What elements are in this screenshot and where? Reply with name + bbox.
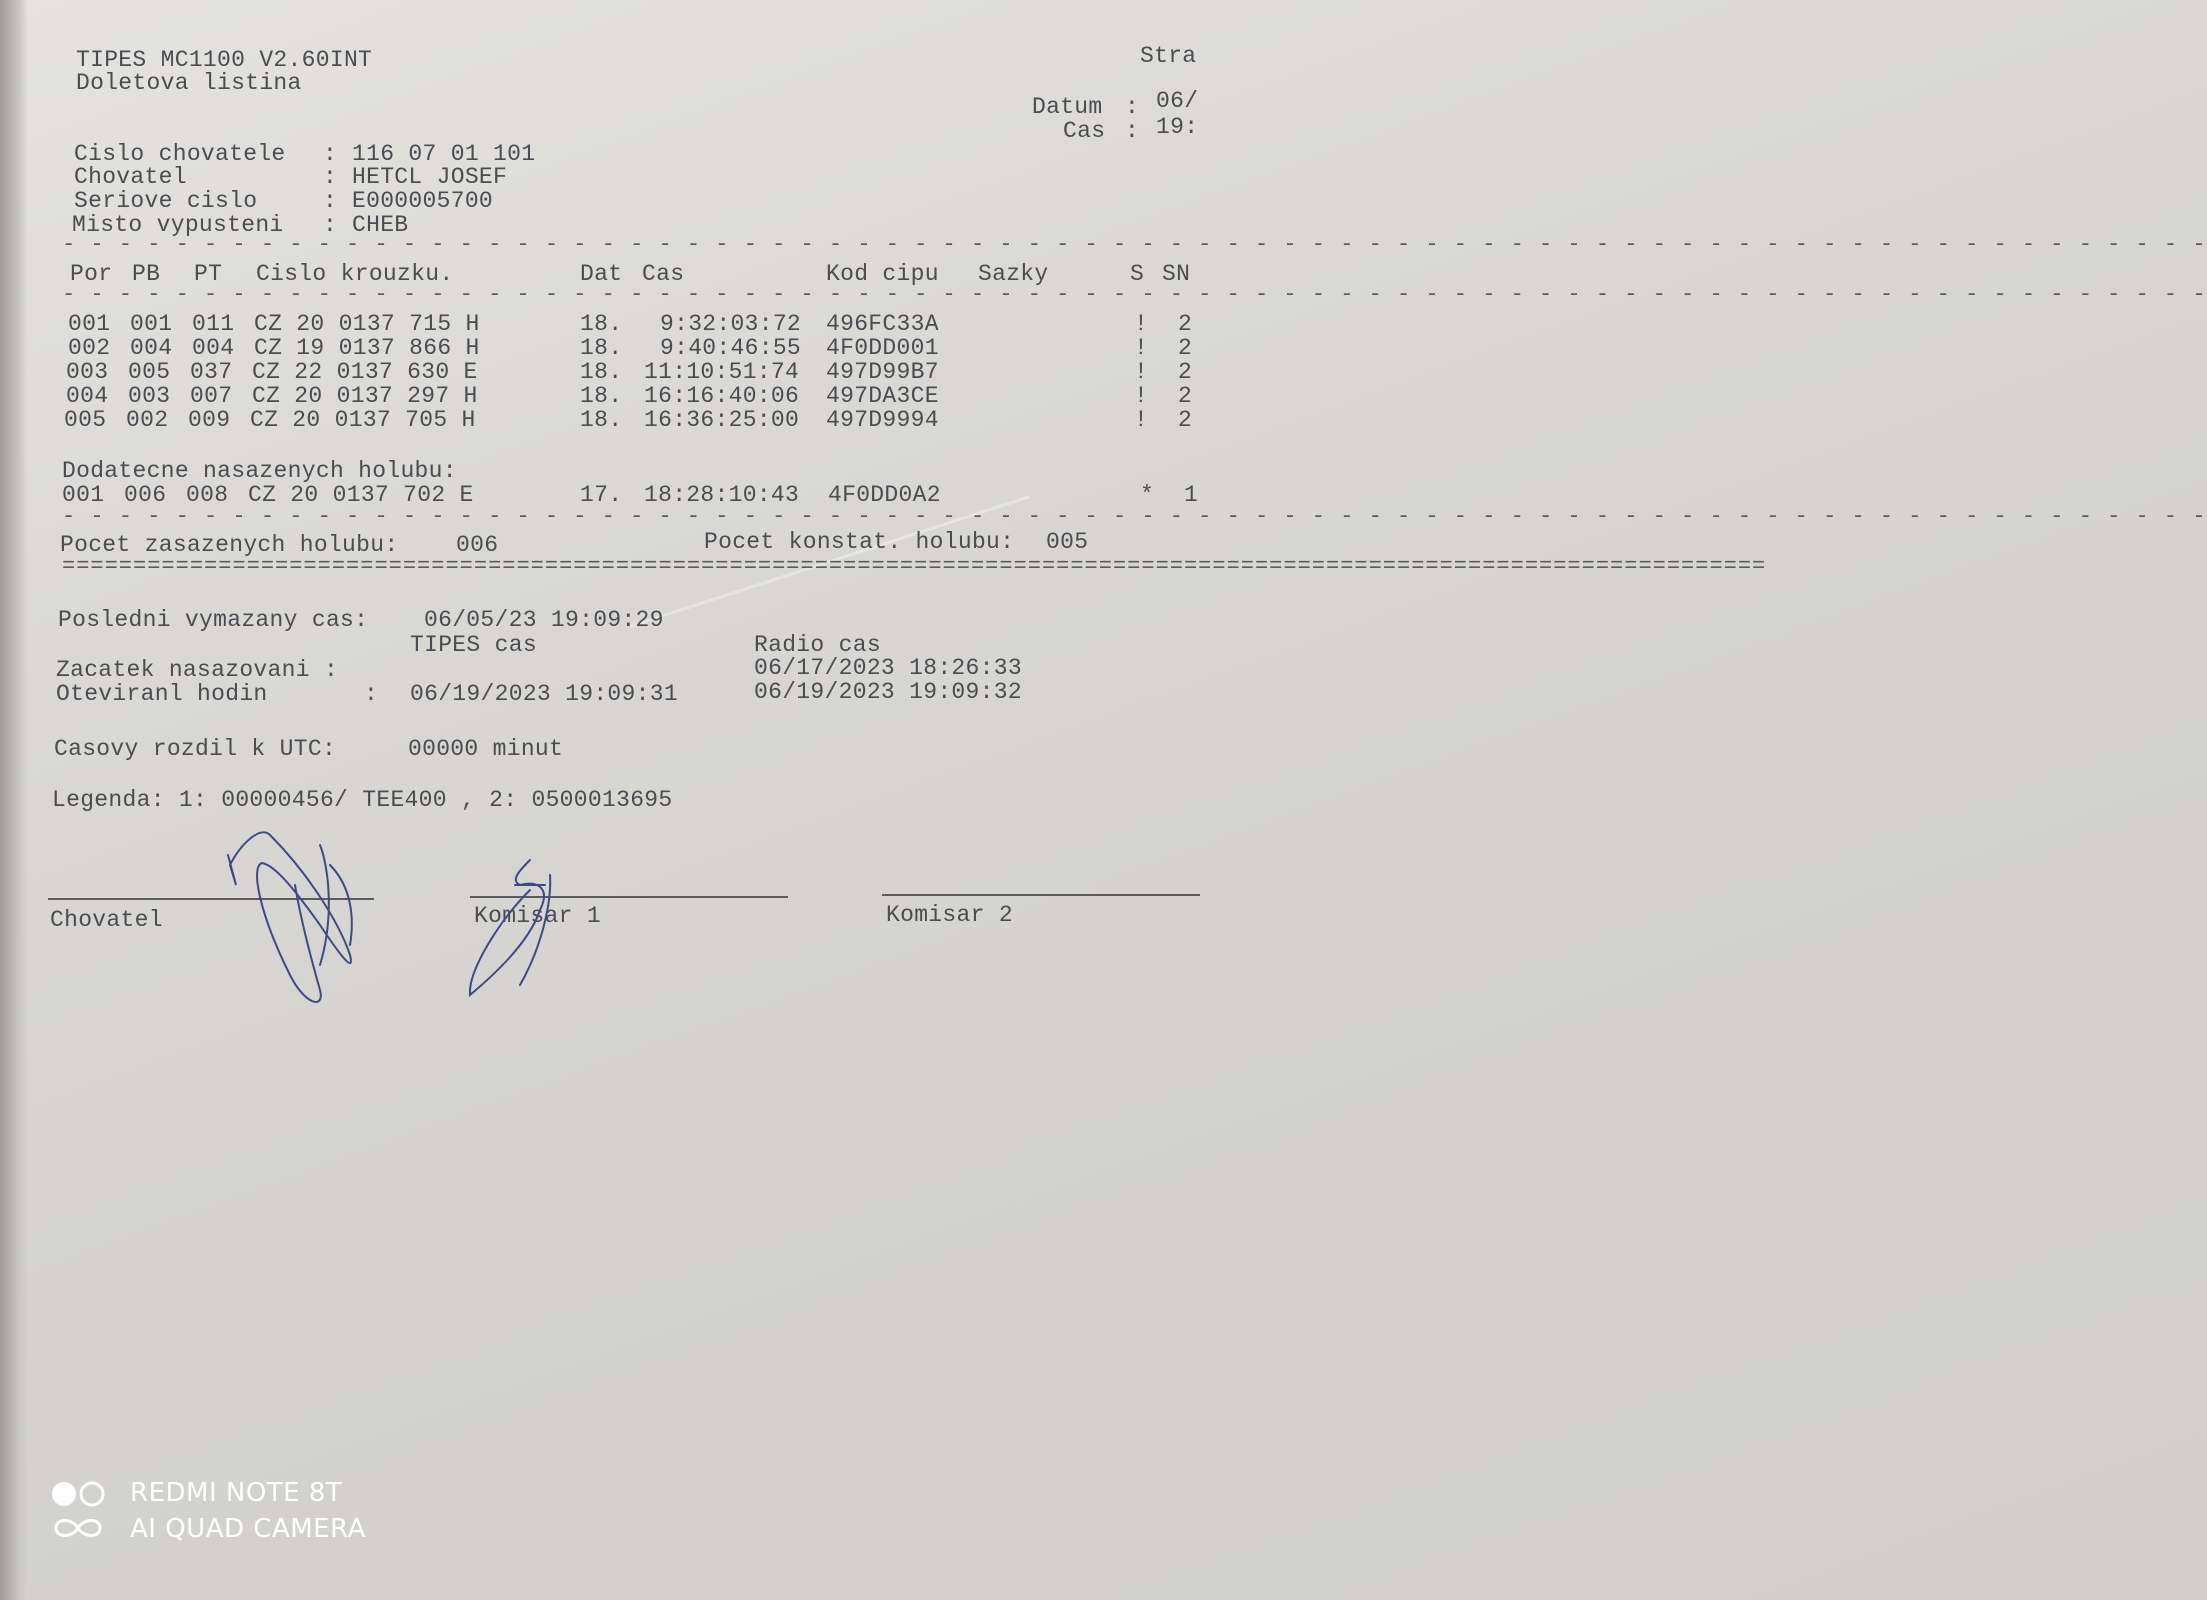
colon: : xyxy=(323,141,338,167)
paper-edge-shadow xyxy=(0,0,28,1600)
cell-dat: 18. xyxy=(580,335,623,361)
cell-cas: 11:10:51:74 xyxy=(644,359,800,385)
cell-cas: 18:28:10:43 xyxy=(644,482,800,508)
cell-s: ! xyxy=(1134,407,1149,433)
cell-por: 004 xyxy=(66,383,109,409)
cell-dat: 18. xyxy=(580,383,623,409)
seriove-cislo-label: Seriove cislo xyxy=(74,188,258,214)
oteviran-tipes: 06/19/2023 19:09:31 xyxy=(410,681,678,707)
cell-s: ! xyxy=(1134,383,1149,409)
zacatek-label: Zacatek nasazovani : xyxy=(56,657,339,683)
cas-value: 19: xyxy=(1156,114,1199,140)
oteviran-radio: 06/19/2023 19:09:32 xyxy=(754,679,1022,705)
cell-por: 001 xyxy=(62,482,105,508)
watermark-camera: AI QUAD CAMERA xyxy=(130,1514,366,1544)
datum-label: Datum xyxy=(1032,94,1103,120)
cell-pt: 007 xyxy=(190,383,233,409)
chovatel-signature xyxy=(200,805,380,1015)
cell-sn: 2 xyxy=(1178,311,1193,337)
radio-cas-header: Radio cas xyxy=(754,632,881,658)
cell-dat: 17. xyxy=(580,482,623,508)
chovatel-signature-label: Chovatel xyxy=(50,907,163,933)
cell-chip: 4F0DD0A2 xyxy=(828,482,941,508)
cell-ring: CZ 22 0137 630 E xyxy=(252,359,478,385)
additional-label: Dodatecne nasazenych holubu: xyxy=(62,458,457,484)
misto-vypusteni-label: Misto vypusteni xyxy=(72,212,284,238)
cell-dat: 18. xyxy=(580,311,623,337)
datum-value: 06/ xyxy=(1156,88,1199,114)
col-por: Por xyxy=(70,261,113,287)
double-separator: ======================================================================================================================== xyxy=(62,554,1767,579)
cell-pb: 003 xyxy=(128,383,171,409)
cell-dat: 18. xyxy=(580,359,623,385)
pocet-konstat-value: 005 xyxy=(1046,529,1089,555)
cell-cas: 16:16:40:06 xyxy=(644,383,800,409)
cell-pb: 004 xyxy=(130,335,173,361)
cell-cas: 16:36:25:00 xyxy=(644,407,800,433)
cell-sn: 2 xyxy=(1178,407,1193,433)
col-cas: Cas xyxy=(642,261,685,287)
cas-colon: : xyxy=(1125,118,1140,144)
cell-chip: 497D9994 xyxy=(826,407,939,433)
cell-ring: CZ 20 0137 705 H xyxy=(250,407,476,433)
cislo-chovatele-label: Cislo chovatele xyxy=(74,141,286,167)
cell-pt: 011 xyxy=(192,311,235,337)
col-pt: PT xyxy=(194,261,223,287)
cell-pt: 037 xyxy=(190,359,233,385)
chovatel-label: Chovatel xyxy=(74,164,187,190)
cell-dat: 18. xyxy=(580,407,623,433)
legenda: Legenda: 1: 00000456/ TEE400 , 2: 0500013695 xyxy=(52,787,673,813)
misto-vypusteni-value: CHEB xyxy=(352,212,409,238)
posledni-value: 06/05/23 19:09:29 xyxy=(424,607,664,633)
cell-chip: 4F0DD001 xyxy=(826,335,939,361)
col-sazky: Sazky xyxy=(978,261,1049,287)
cell-pb: 002 xyxy=(126,407,169,433)
cell-chip: 497DA3CE xyxy=(826,383,939,409)
cell-cas: 9:40:46:55 xyxy=(660,335,802,361)
komisar2-signature-label: Komisar 2 xyxy=(886,902,1013,928)
cell-ring: CZ 19 0137 866 H xyxy=(254,335,480,361)
colon: : xyxy=(323,188,338,214)
cell-chip: 497D99B7 xyxy=(826,359,939,385)
program-name: TIPES MC1100 V2.60INT xyxy=(76,47,373,73)
cell-por: 003 xyxy=(66,359,109,385)
cell-ring: CZ 20 0137 715 H xyxy=(254,311,480,337)
colon: : xyxy=(323,212,338,238)
cell-chip: 496FC33A xyxy=(826,311,939,337)
posledni-label: Posledni vymazany cas: xyxy=(58,607,369,633)
cell-s: ! xyxy=(1134,311,1149,337)
cell-sn: 2 xyxy=(1178,359,1193,385)
cell-pb: 006 xyxy=(124,482,167,508)
cell-pb: 001 xyxy=(130,311,173,337)
datum-colon: : xyxy=(1125,94,1140,120)
cell-sn: 2 xyxy=(1178,383,1193,409)
cislo-chovatele-value: 116 07 01 101 xyxy=(352,141,536,167)
cell-s: * xyxy=(1140,482,1155,508)
camera-logo-icon xyxy=(50,1480,108,1544)
dashed-separator: - - - - - - - - - - - - - - - - - - - - - - - - - - - - - - - - - - - - - - - - - - - - - - - - - - - - - - - - - - - - - - - - - - - - - - - - - - - - xyxy=(62,282,2207,307)
utc-value: 00000 minut xyxy=(408,736,564,762)
col-kod-cipu: Kod cipu xyxy=(826,261,939,287)
zacatek-radio: 06/17/2023 18:26:33 xyxy=(754,655,1022,681)
cell-s: ! xyxy=(1134,359,1149,385)
col-pb: PB xyxy=(132,261,161,287)
cell-pb: 005 xyxy=(128,359,171,385)
col-dat: Dat xyxy=(580,261,623,287)
col-sn: SN xyxy=(1162,261,1191,287)
cas-label: Cas xyxy=(1063,118,1106,144)
oteviran-colon: : xyxy=(364,681,379,707)
colon: : xyxy=(323,164,338,190)
komisar1-signature xyxy=(460,850,580,1000)
chovatel-value: HETCL JOSEF xyxy=(352,164,508,190)
cell-pt: 009 xyxy=(188,407,231,433)
pocet-zasazenych-label: Pocet zasazenych holubu: xyxy=(60,532,399,558)
cell-cas: 9:32:03:72 xyxy=(660,311,802,337)
cell-por: 005 xyxy=(64,407,107,433)
seriove-cislo-value: E000005700 xyxy=(352,188,494,214)
dashed-separator: - - - - - - - - - - - - - - - - - - - - - - - - - - - - - - - - - - - - - - - - - - - - - - - - - - - - - - - - - - - - - - - - - - - - - - - - - - - - xyxy=(62,504,2207,529)
cell-pt: 004 xyxy=(192,335,235,361)
document-title: Doletova listina xyxy=(76,70,302,96)
cell-s: ! xyxy=(1134,335,1149,361)
komisar1-signature-label: Komisar 1 xyxy=(474,903,601,929)
dashed-separator: - - - - - - - - - - - - - - - - - - - - - - - - - - - - - - - - - - - - - - - - - - - - - - - - - - - - - - - - - - - - - - - - - - - - - - - - - - - - xyxy=(62,232,2207,257)
cell-por: 001 xyxy=(68,311,111,337)
pocet-konstat-label: Pocet konstat. holubu: xyxy=(704,529,1015,555)
cell-sn: 2 xyxy=(1178,335,1193,361)
cell-ring: CZ 20 0137 702 E xyxy=(248,482,474,508)
cell-ring: CZ 20 0137 297 H xyxy=(252,383,478,409)
cell-por: 002 xyxy=(68,335,111,361)
col-ring: Cislo krouzku. xyxy=(256,261,454,287)
pocet-zasazenych-value: 006 xyxy=(456,532,499,558)
oteviran-label: Oteviranl hodin xyxy=(56,681,268,707)
watermark-model: REDMI NOTE 8T xyxy=(130,1478,343,1508)
col-s: S xyxy=(1130,261,1145,287)
cell-sn: 1 xyxy=(1184,482,1199,508)
utc-label: Casovy rozdil k UTC: xyxy=(54,736,337,762)
cell-pt: 008 xyxy=(186,482,229,508)
tipes-cas-header: TIPES cas xyxy=(410,632,537,658)
komisar2-signature-line xyxy=(882,894,1200,896)
page-label: Stra xyxy=(1140,43,1197,69)
